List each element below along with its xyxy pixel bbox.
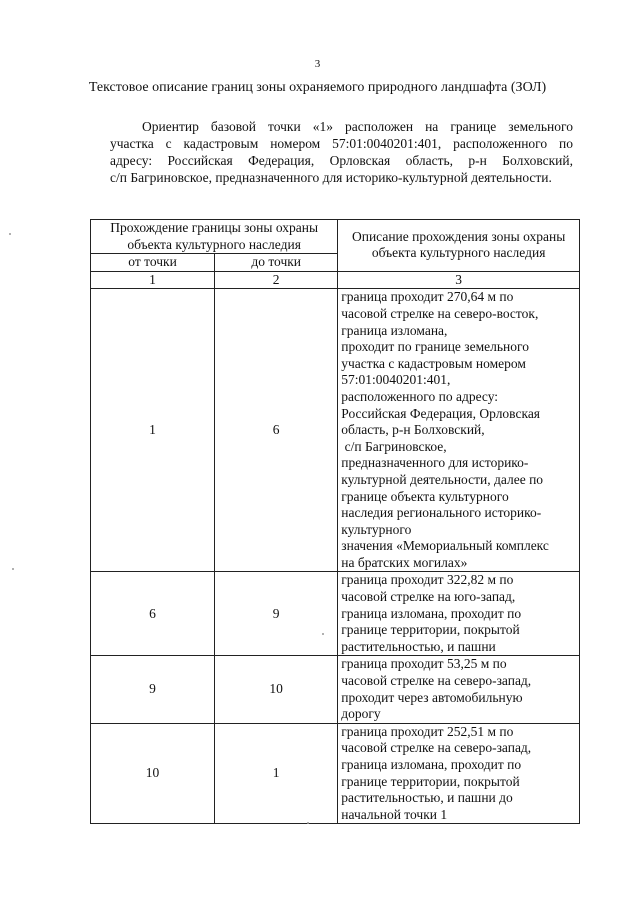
description-line: предназначенного для историко- xyxy=(341,455,529,471)
column-number: 3 xyxy=(338,271,580,289)
description-line: граница изломана, проходит по xyxy=(341,605,522,621)
header-boundary-passage: Прохождение границы зоны охраны объекта культурного наследия xyxy=(91,220,338,254)
description-line: граница проходит 252,51 м по xyxy=(341,723,514,739)
table-row xyxy=(91,572,580,656)
description-line: Российская Федерация, Орловская xyxy=(341,405,541,421)
description-line: растительностью, и пашни xyxy=(341,638,496,654)
description-cell xyxy=(338,289,580,572)
description-line: начальной точки 1 xyxy=(341,806,448,822)
from-point-cell: 9 xyxy=(91,656,215,723)
description-line: на братских могилах» xyxy=(341,554,468,570)
table-numbering-row xyxy=(91,271,580,289)
column-number: 2 xyxy=(215,271,338,289)
to-point-cell: 1 xyxy=(215,723,338,824)
scan-speck xyxy=(307,822,309,824)
description-line: культурной деятельности, далее по xyxy=(341,471,544,487)
column-number: 1 xyxy=(91,271,215,289)
document-title: Текстовое описание границ зоны охраняемого природного ландшафта (ЗОЛ) xyxy=(88,80,547,95)
description-cell xyxy=(338,656,580,723)
table-header-row xyxy=(91,220,580,254)
scan-speck xyxy=(322,633,324,635)
description-line: культурного xyxy=(341,521,412,537)
description-line: расположенного по адресу: xyxy=(341,388,499,404)
description-line: граница изломана, xyxy=(341,322,448,338)
to-point-cell: 10 xyxy=(215,656,338,723)
scan-speck xyxy=(12,568,14,570)
description-line: часовой стрелке на юго-запад, xyxy=(341,589,516,605)
description-line: дорогу xyxy=(341,706,381,722)
description-line: границе объекта культурного xyxy=(341,488,509,504)
intro-line: адресу: Российская Федерация, Орловская область, р-н Болховский, xyxy=(110,153,573,168)
description-line: часовой стрелке на северо-запад, xyxy=(341,740,532,756)
table-row xyxy=(91,723,580,824)
description-line: часовой стрелке на северо-восток, xyxy=(341,305,539,321)
header-description: Описание прохождения зоны охраны объекта культурного наследия xyxy=(338,220,580,272)
table-row xyxy=(91,289,580,572)
intro-line: Ориентир базовой точки «1» расположен на границе земельного xyxy=(142,119,573,134)
description-cell xyxy=(338,572,580,656)
description-line: граница проходит 322,82 м по xyxy=(341,572,514,588)
description-line: граница проходит 270,64 м по xyxy=(341,289,514,305)
description-line: границе территории, покрытой xyxy=(341,773,520,789)
intro-line: с/п Багриновское, предназначенного для историко-культурной деятельности. xyxy=(110,170,552,185)
description-line: граница проходит 53,25 м по xyxy=(341,656,507,672)
description-cell xyxy=(338,723,580,824)
from-point-cell: 10 xyxy=(91,723,215,824)
description-line: наследия регионального историко- xyxy=(341,505,542,521)
description-line: область, р-н Болховский, xyxy=(341,422,485,438)
description-line: границе территории, покрытой xyxy=(341,622,520,638)
table-row xyxy=(91,656,580,723)
description-line: значения «Мемориальный комплекс xyxy=(341,538,549,554)
description-line: проходит через автомобильную xyxy=(341,689,523,705)
description-line: с/п Багриновское, xyxy=(341,438,447,454)
description-line: проходит по границе земельного xyxy=(341,339,529,355)
from-point-cell: 1 xyxy=(91,289,215,572)
from-point-cell: 6 xyxy=(91,572,215,656)
header-from-point: от точки xyxy=(91,254,215,272)
description-line: 57:01:0040201:401, xyxy=(341,372,451,388)
scan-speck xyxy=(9,233,11,235)
description-line: растительностью, и пашни до xyxy=(341,790,513,806)
description-line: граница изломана, проходит по xyxy=(341,757,522,772)
header-to-point: до точки xyxy=(215,254,338,272)
description-line: участка с кадастровым номером xyxy=(341,355,526,371)
intro-line: участка с кадастровым номером 57:01:0040201:401, расположенного по xyxy=(110,136,573,151)
boundary-table xyxy=(90,219,580,824)
intro-paragraph xyxy=(110,118,573,186)
to-point-cell: 9 xyxy=(215,572,338,656)
page-number: 3 xyxy=(314,58,321,70)
to-point-cell: 6 xyxy=(215,289,338,572)
description-line: часовой стрелке на северо-запад, xyxy=(341,673,532,689)
